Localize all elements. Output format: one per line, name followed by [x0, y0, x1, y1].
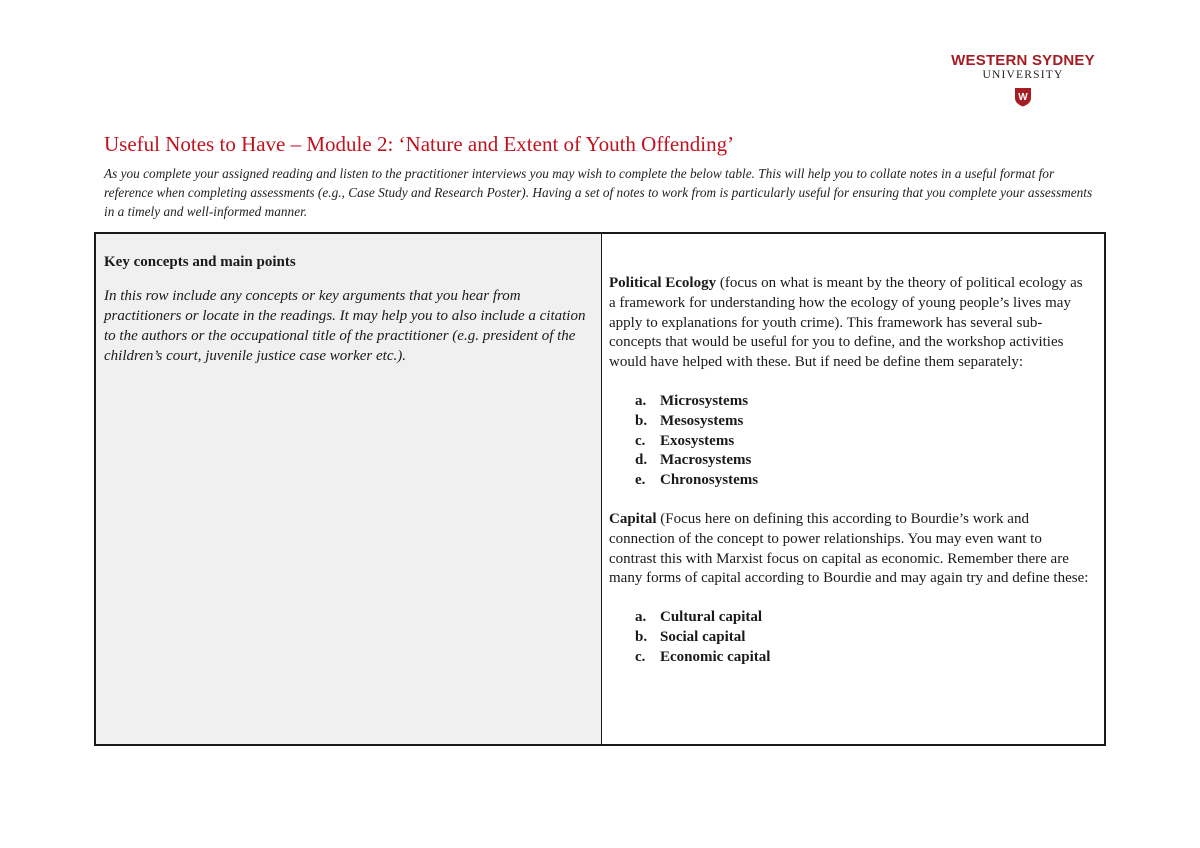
list-item-marker: c.	[635, 432, 646, 449]
list-item	[609, 471, 1092, 491]
intro-paragraph: As you complete your assigned reading and listen to the practitioner interviews you may wish to complete the below table. This will help you to collate notes in a useful format for reference when completing assessments (e.g., Case Study and Research Poster). Having a set of notes to work from is particularly useful for ensuring that you complete your assessments in a timely and well-informed manner.	[104, 166, 1093, 219]
list-item-label: Social capital	[660, 628, 746, 645]
logo-name: WESTERN SYDNEY	[951, 52, 1095, 69]
list-item-label: Economic capital	[660, 648, 771, 665]
key-concepts-heading: Key concepts and main points	[104, 254, 296, 270]
notes-cell[interactable]	[602, 234, 1104, 744]
list-item	[609, 451, 1092, 471]
capital-paragraph	[609, 510, 1092, 589]
list-item-label: Cultural capital	[660, 609, 763, 626]
list-item-label: Macrosystems	[660, 452, 752, 469]
list-item-label: Microsystems	[660, 392, 749, 409]
list-item	[609, 412, 1092, 432]
logo-subtitle: UNIVERSITY	[982, 69, 1064, 81]
university-logo	[948, 52, 1098, 107]
list-item-label: Exosystems	[660, 432, 735, 449]
list-item-marker: a.	[635, 609, 647, 626]
list-item-marker: b.	[635, 412, 648, 429]
list-item	[609, 628, 1092, 648]
list-item-marker: c.	[635, 648, 646, 665]
key-concepts-cell[interactable]	[96, 234, 602, 744]
list-item	[609, 392, 1092, 412]
political-ecology-term: Political Ecology	[609, 275, 717, 291]
list-item-label: Mesosystems	[660, 412, 744, 429]
shield-icon	[1014, 87, 1032, 107]
shield-letter: W	[1018, 92, 1028, 103]
political-ecology-list	[609, 392, 1092, 491]
list-item-marker: b.	[635, 628, 648, 645]
list-item-marker: d.	[635, 452, 648, 469]
capital-text: (Focus here on defining this according to Bourdie’s work and connection of the concept to power relationships. You may even want to contrast this with Marxist focus on capital as economic. Remember there are many forms of capital according to Bourdie and may again try and define these:	[609, 510, 1089, 587]
key-concepts-instructions: In this row include any concepts or key arguments that you hear from practitioners or locate in the readings. It may help you to also include a citation to the authors or the occupational title of the practitioner (e.g. president of the children’s court, juvenile justice case worker etc.).	[104, 288, 586, 364]
capital-list	[609, 608, 1092, 667]
list-item	[609, 648, 1092, 668]
list-item-label: Chronosystems	[660, 472, 759, 489]
capital-term: Capital	[609, 510, 657, 527]
list-item	[609, 608, 1092, 628]
notes-table	[94, 232, 1106, 746]
list-item-marker: a.	[635, 392, 647, 409]
political-ecology-text: (focus on what is meant by the theory of political ecology as a framework for understanding how the ecology of young people’s lives may apply to explanations for youth crime). This framework has several sub-concepts that would be useful for you to define, and the workshop activities would have helped with these. But if need be define them separately:	[609, 275, 1083, 371]
page-title: Useful Notes to Have – Module 2: ‘Nature and Extent of Youth Offending’	[104, 132, 735, 156]
list-item-marker: e.	[635, 472, 646, 489]
list-item	[609, 432, 1092, 452]
political-ecology-paragraph	[609, 274, 1092, 373]
